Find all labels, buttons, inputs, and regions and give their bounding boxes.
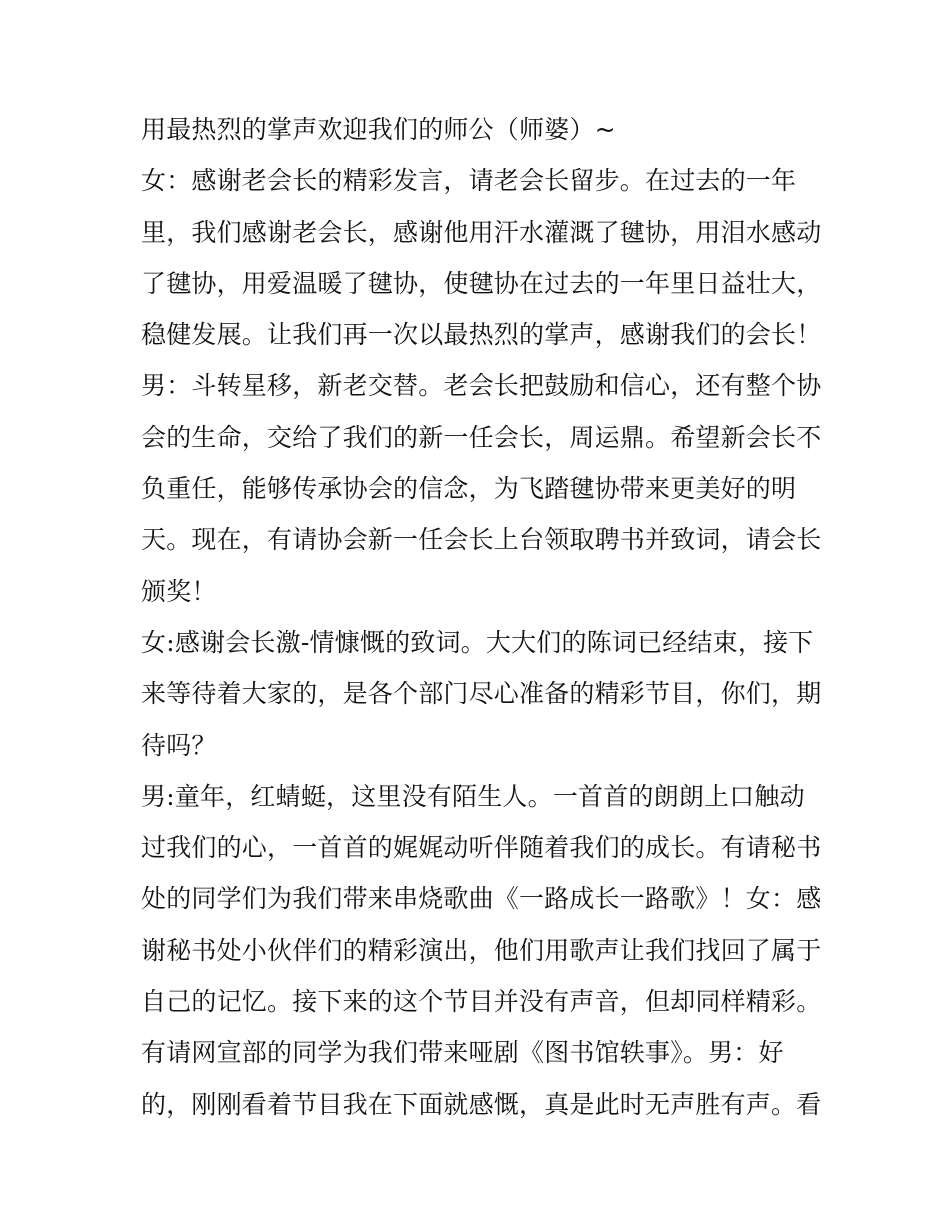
text-line-8: 负重任，能够传承协会的信念，为飞踏毽协带来更美好的明 (141, 474, 797, 504)
body-text (141, 104, 821, 1130)
text-line-15: 过我们的心，一首首的娓娓动听伴随着我们的成长。有请秘书 (141, 833, 822, 863)
text-line-19: 有请网宣部的同学为我们带来哑剧《图书馆轶事》。男：好 (141, 1038, 784, 1068)
text-line-5: 稳健发展。让我们再一次以最热烈的掌声，感谢我们的会长！ (141, 320, 822, 350)
text-line-11: 女:感谢会长激-情慷慨的致词。大大们的陈词已经结束，接下 (141, 627, 814, 657)
text-line-6: 男：斗转星移，新老交替。老会长把鼓励和信心，还有整个协 (141, 371, 822, 401)
text-line-16: 处的同学们为我们带来串烧歌曲《一路成长一路歌》！女：感 (141, 884, 822, 914)
text-line-10: 颁奖！ (141, 576, 217, 606)
text-line-2: 女：感谢老会长的精彩发言，请老会长留步。在过去的一年 (141, 166, 797, 196)
text-line-18: 自己的记忆。接下来的这个节目并没有声音，但却同样精彩。 (141, 987, 822, 1017)
text-line-4: 了毽协，用爱温暖了毽协，使毽协在过去的一年里日益壮大， (141, 268, 822, 298)
text-line-9: 天。现在，有请协会新一任会长上台领取聘书并致词，请会长 (141, 525, 822, 555)
text-line-14: 男:童年，红蜻蜓，这里没有陌生人。一首首的朗朗上口触动 (141, 781, 805, 811)
text-line-12: 来等待着大家的，是各个部门尽心准备的精彩节目，你们，期 (141, 679, 822, 709)
text-line-1: 用最热烈的掌声欢迎我们的师公（师婆）~ (141, 115, 616, 144)
text-line-20: 的，刚刚看着节目我在下面就感慨，真是此时无声胜有声。看 (141, 1089, 822, 1119)
text-line-7: 会的生命，交给了我们的新一任会长，周运鼎。希望新会长不 (141, 422, 822, 452)
text-line-13: 待吗？ (141, 730, 217, 760)
text-line-17: 谢秘书处小伙伴们的精彩演出，他们用歌声让我们找回了属于 (141, 935, 822, 965)
text-line-3: 里，我们感谢老会长，感谢他用汗水灌溉了毽协，用泪水感动 (141, 217, 822, 247)
